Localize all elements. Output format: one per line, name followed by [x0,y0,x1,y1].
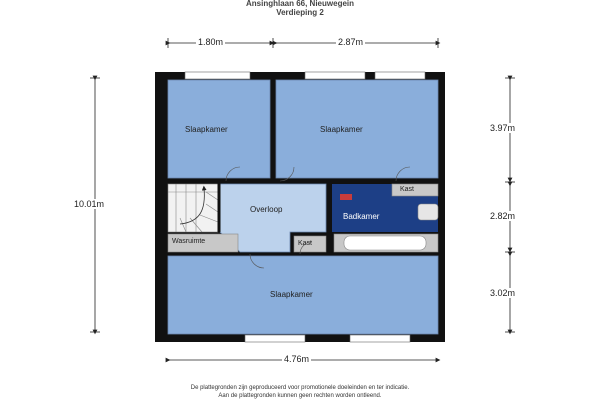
room-label-badkamer: Badkamer [343,212,380,221]
room-label-slaapkamer-1: Slaapkamer [185,125,228,134]
dim-bottom: 4.76m [284,354,310,364]
radiator [340,194,352,200]
room-label-slaapkamer-3: Slaapkamer [270,290,313,299]
bathtub [344,236,426,250]
dim-top-right: 2.87m [338,37,364,47]
dim-top-left: 1.80m [198,37,224,47]
room-label-slaapkamer-2: Slaapkamer [320,125,363,134]
disclaimer-line-2: Aan de plattegronden kunnen geen rechten worden ontleend. [218,393,382,399]
disclaimer-line-1: De plattegronden zijn geproduceerd voor promotionele doeleinden en ter indicatie. [190,385,410,391]
dim-right-top: 3.97m [490,123,516,133]
plan-address: Ansinghlaan 66, Nieuwegein [245,0,355,8]
sink [418,204,438,220]
dim-right-bottom: 3.02m [490,288,516,298]
room-label-wasruimte: Wasruimte [172,238,206,245]
room-label-kast-2: Kast [298,240,313,247]
closet-1 [392,184,438,196]
dim-right-middle: 2.82m [490,211,516,221]
dim-left-total: 10.01m [74,199,105,209]
plan-floor: Verdieping 2 [276,8,324,17]
room-label-overloop: Overloop [250,205,283,214]
room-label-kast-1: Kast [400,186,415,193]
staircase [168,184,218,232]
